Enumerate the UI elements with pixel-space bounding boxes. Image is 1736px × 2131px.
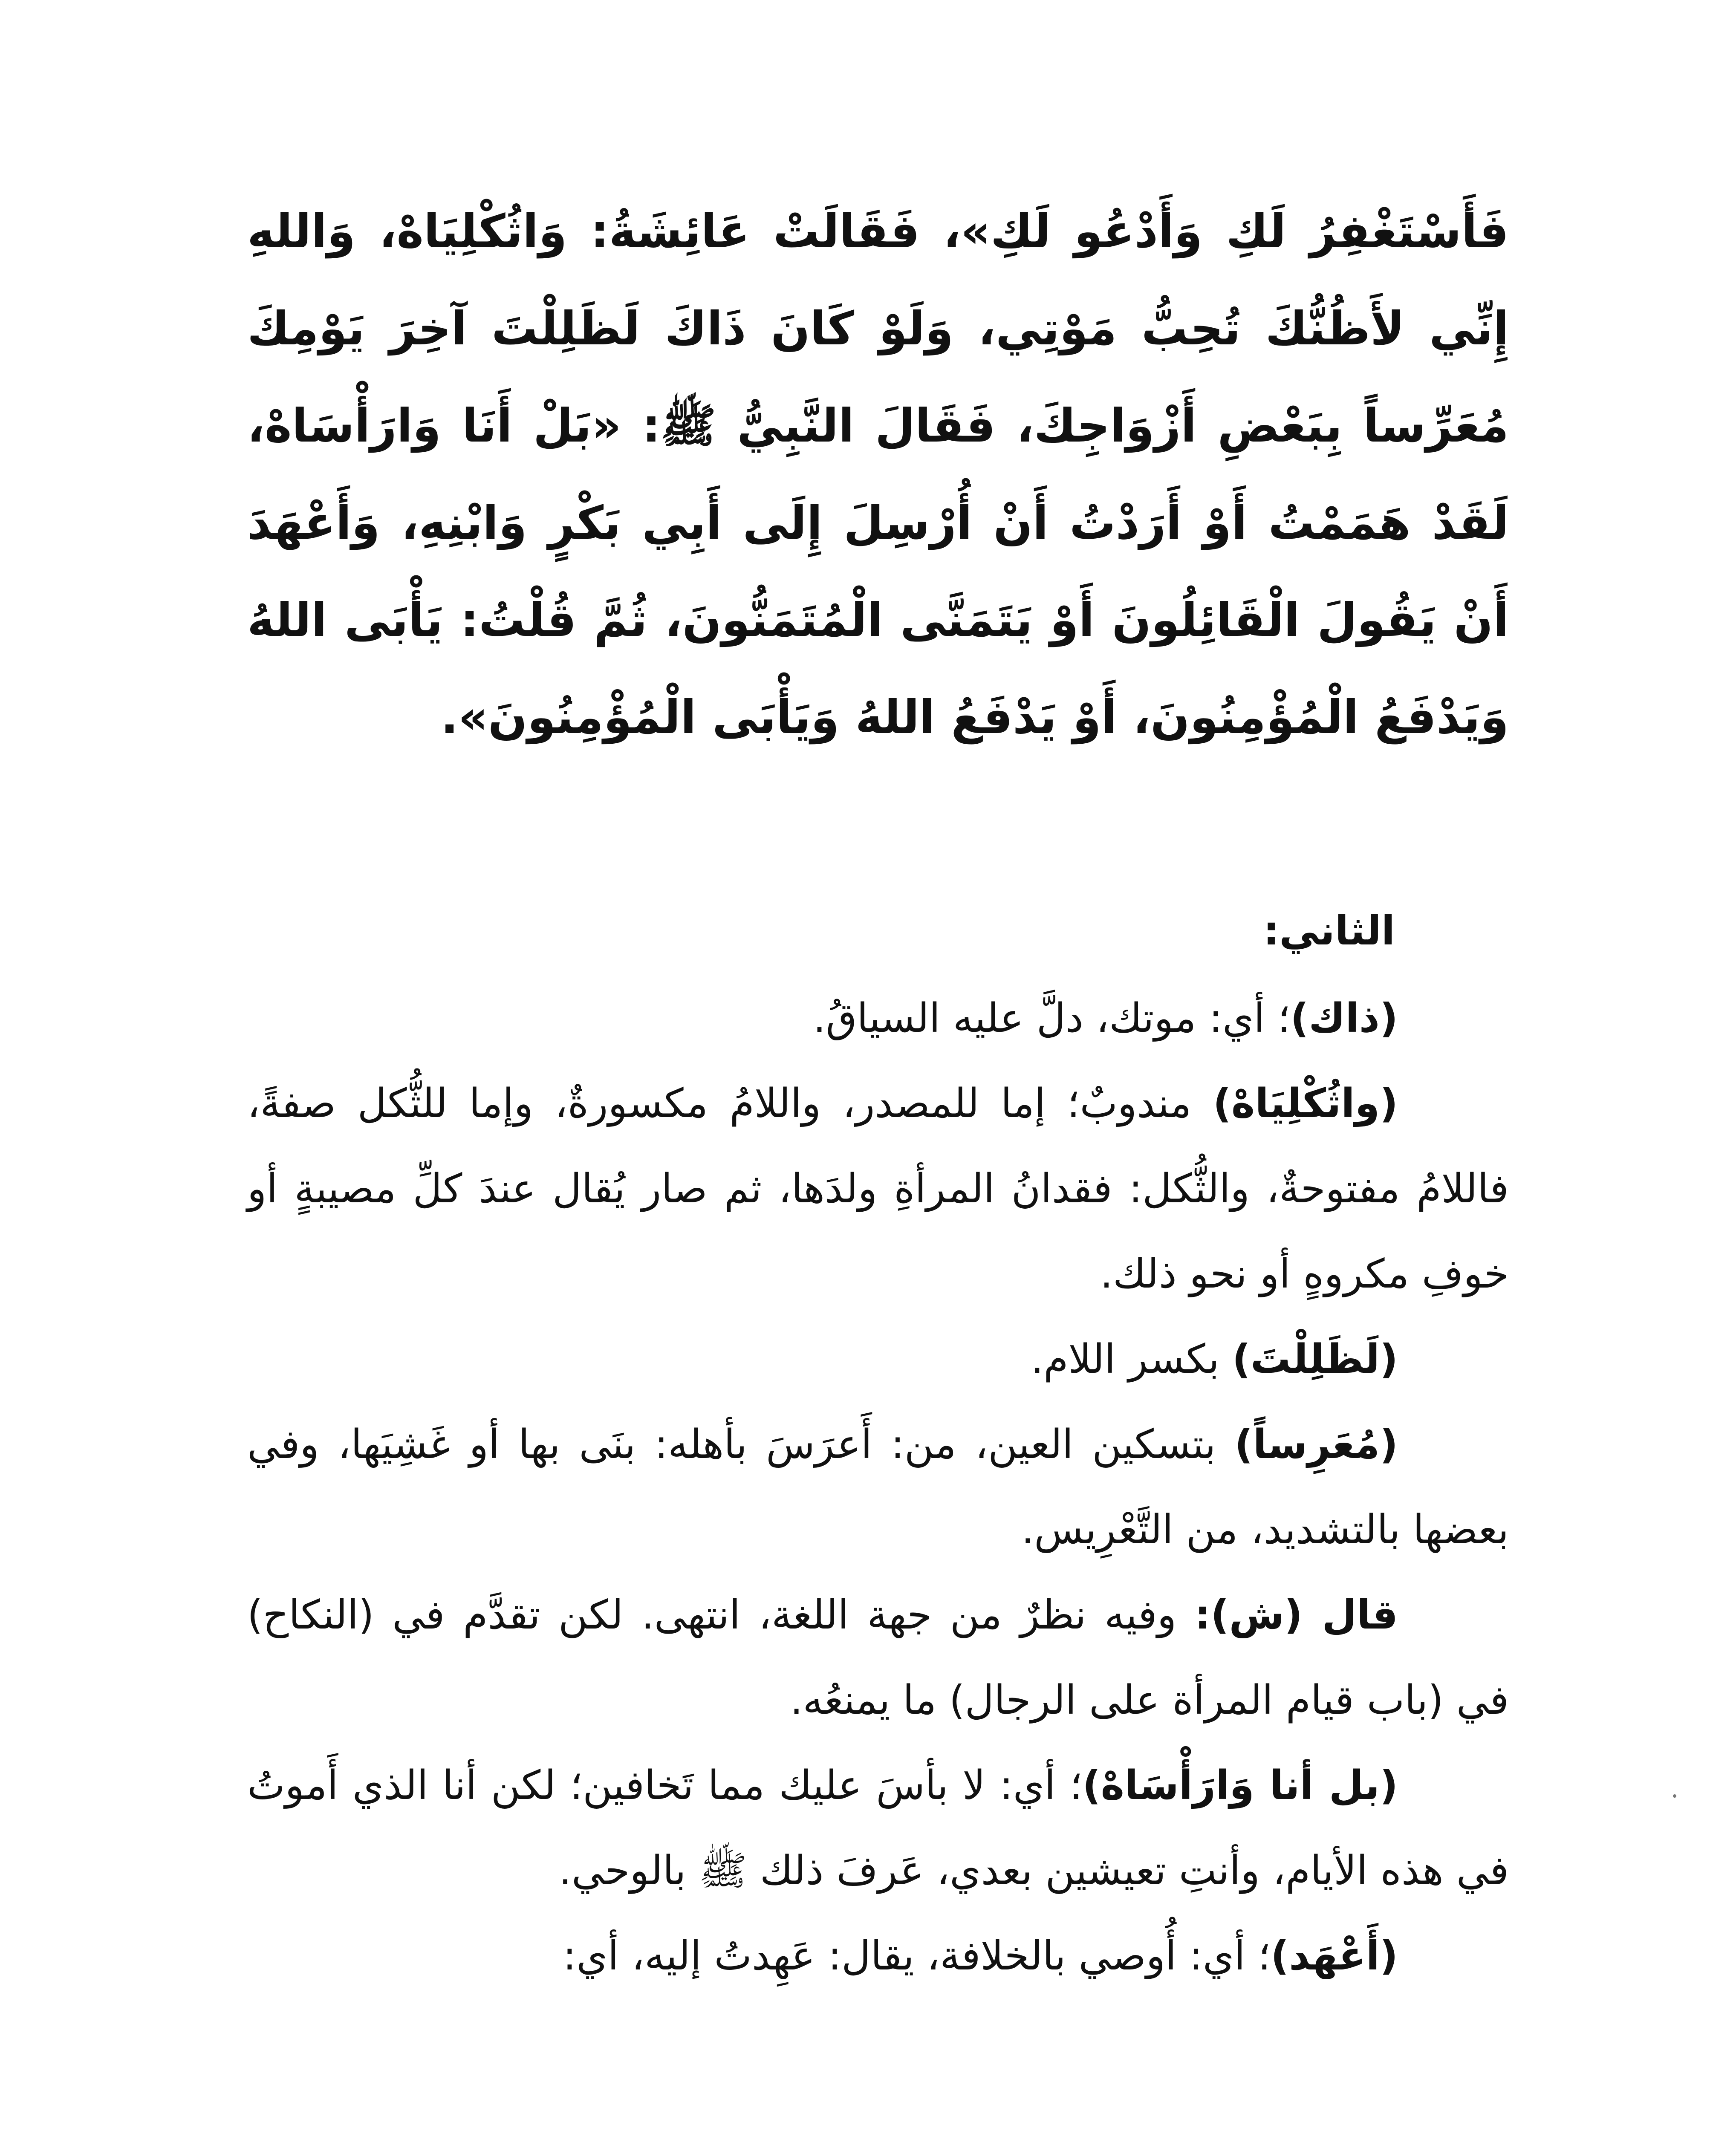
- section-title: الثاني:: [1263, 908, 1395, 954]
- note-term: (مُعَرِساً): [1234, 1421, 1398, 1468]
- note-paragraph: [247, 1061, 1509, 1317]
- note-paragraph: [247, 976, 1509, 1061]
- note-text: ؛ أي: موتك، دلَّ عليه السياقُ.: [813, 995, 1291, 1042]
- note-text: وفيه نظرٌ من جهة اللغة، انتهى. لكن تقدَّم في (النكاح) في (باب قيام المرأة على الرجال) ما يمنعُه.: [247, 1592, 1509, 1724]
- note-term: (لَظَلِلْتَ): [1232, 1336, 1398, 1383]
- note-text: بكسر اللام.: [1031, 1336, 1232, 1383]
- note-term: (بل أنا وَارَأْسَاهْ): [1082, 1762, 1398, 1809]
- note-paragraph: [247, 1914, 1509, 1999]
- note-paragraph: [247, 1573, 1509, 1743]
- note-paragraph: [247, 1743, 1509, 1914]
- note-paragraph: [247, 1402, 1509, 1573]
- note-term: قال (ش):: [1194, 1592, 1398, 1638]
- note-term: (واثُكْلِيَاهْ): [1213, 1080, 1398, 1127]
- note-text: مندوبٌ؛ إما للمصدر، واللامُ مكسورةٌ، وإما للثُّكل صفةً، فاللامُ مفتوحةٌ، والثُّكل: فقدانُ المرأةِ ولدَها، ثم صار يُقال عندَ كلِّ مصيبةٍ أو خوفِ مكروهٍ أو نحو ذلك.: [247, 1080, 1509, 1297]
- note-term: (ذاك): [1290, 995, 1398, 1042]
- note-text: ؛ أي: أُوصي بالخلافة، يقال: عَهِدتُ إليه، أي:: [563, 1933, 1271, 1979]
- hadith-text: فَأَسْتَغْفِرُ لَكِ وَأَدْعُو لَكِ»، فَقَالَتْ عَائِشَةُ: وَاثُكْلِيَاهْ، وَاللهِ إِنِّي لأَظُنُّكَ تُحِبُّ مَوْتِي، وَلَوْ كَانَ ذَاكَ لَظَلِلْتَ آخِرَ يَوْمِكَ مُعَرِّساً بِبَعْضِ أَزْوَاجِكَ، فَقَالَ النَّبِيُّ ﷺ: «بَلْ أَنَا وَارَأْسَاهْ، لَقَدْ هَمَمْتُ أَوْ أَرَدْتُ أَنْ أُرْسِلَ إِلَى أَبِي بَكْرٍ وَابْنِهِ، وَأَعْهَدَ أَنْ يَقُولَ الْقَائِلُونَ أَوْ يَتَمَنَّى الْمُتَمَنُّونَ، ثُمَّ قُلْتُ: يَأْبَى اللهُ وَيَدْفَعُ الْمُؤْمِنُونَ، أَوْ يَدْفَعُ اللهُ وَيَأْبَى الْمُؤْمِنُونَ».: [247, 205, 1509, 744]
- note-text: ؛ أي: لا بأسَ عليك مما تَخافين؛ لكن أنا الذي أَموتُ في هذه الأيام، وأنتِ تعيشين بعدي، عَرفَ ذلك ﷺ بالوحي.: [247, 1762, 1509, 1894]
- margin-speck: [1673, 1794, 1676, 1798]
- note-text: بتسكين العين، من: أَعرَسَ بأهله: بنَى بها أو غَشِيَها، وفي بعضها بالتشديد، من التَّعْرِيس.: [247, 1421, 1509, 1553]
- note-term: (أَعْهَد): [1271, 1933, 1398, 1979]
- commentary-notes: [247, 976, 1509, 1999]
- note-paragraph: [247, 1317, 1509, 1402]
